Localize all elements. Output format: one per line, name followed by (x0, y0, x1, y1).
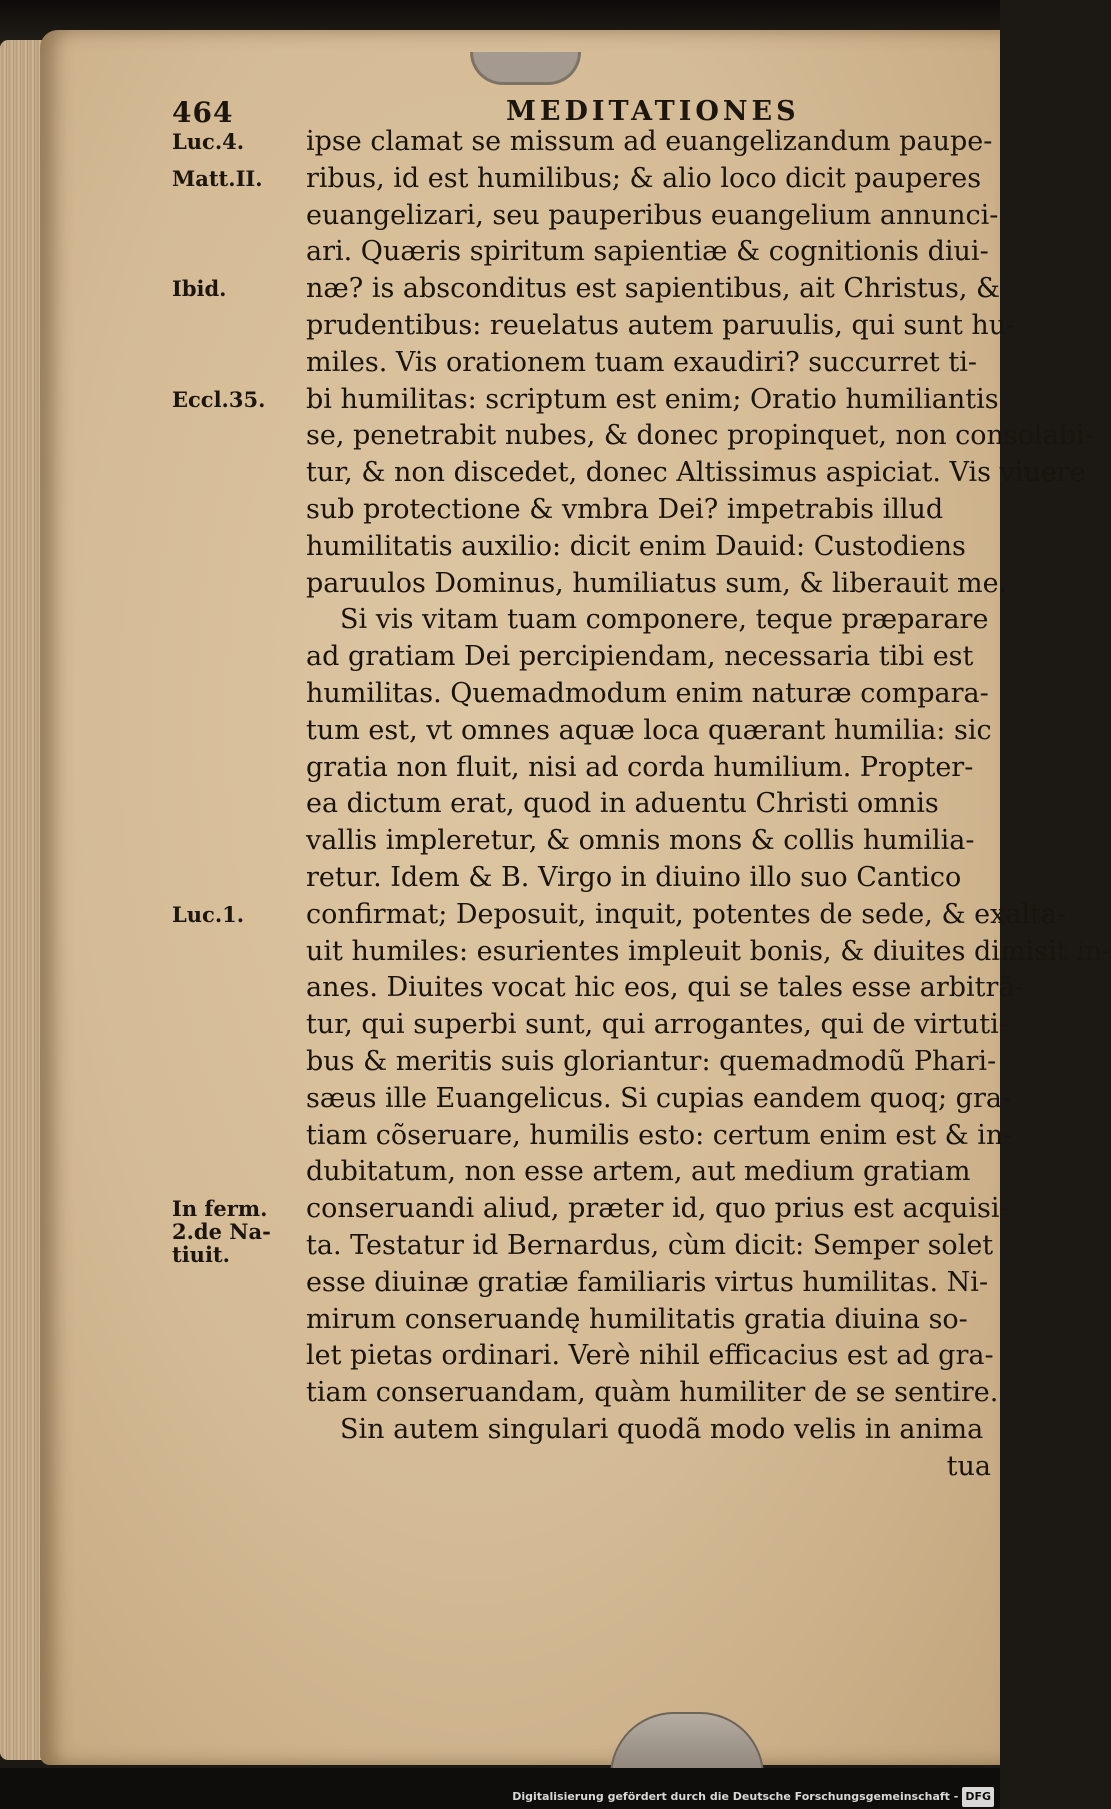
marginal-note: Eccl.35. (172, 386, 266, 412)
text-line: ipse clamat se missum ad euangelizandum paupe- (306, 126, 993, 157)
text-line: ad gratiam Dei percipiendam, necessaria tibi est (306, 641, 974, 673)
text-line: ta. Testatur id Bernardus, cùm dicit: Semper solet (306, 1229, 994, 1261)
text-line: tiam cõseruare, humilis esto: certum enim est & in- (306, 1119, 1013, 1151)
text-line: se, penetrabit nubes, & donec propinquet, non consolabi- (306, 420, 1094, 452)
text-line: uit humiles: esurientes impleuit bonis, & diuites dimisit in- (306, 935, 1111, 967)
text-line: confirmat; Deposuit, inquit, potentes de sede, & exalta- (306, 898, 1067, 930)
text-line: bi humilitas: scriptum est enim; Oratio humiliantis (306, 383, 999, 415)
text-line: ea dictum erat, quod in aduentu Christi omnis (306, 788, 939, 820)
marginal-note: Luc.1. (172, 901, 245, 927)
text-line: Sin autem singulari quodã modo velis in anima (340, 1413, 984, 1445)
text-line: Si vis vitam tuam componere, teque præparare (340, 604, 989, 636)
text-line: tiam conseruandam, quàm humiliter de se sentire. (306, 1377, 999, 1409)
text-line: anes. Diuites vocat hic eos, qui se tales esse arbitrã- (306, 972, 1024, 1004)
marginal-note: Matt.II. (172, 165, 263, 191)
digitization-credit (512, 1787, 994, 1807)
marginal-note: Ibid. (172, 276, 227, 302)
text-line: paruulos Dominus, humiliatus sum, & liberauit me. (306, 567, 1008, 599)
book-clamp-top (470, 52, 581, 85)
text-line: tua (946, 1450, 991, 1482)
text-line: ribus, id est humilibus; & alio loco dicit pauperes (306, 162, 982, 194)
text-line: conseruandi aliud, præter id, quo prius est acquisi- (306, 1193, 1009, 1225)
running-head: MEDITATIONES (506, 96, 800, 127)
text-line: let pietas ordinari. Verè nihil efficacius est ad gra- (306, 1340, 994, 1372)
text-line: tur, & non discedet, donec Altissimus aspiciat. Vis viuere (306, 457, 1086, 489)
text-line: dubitatum, non esse artem, aut medium gratiam (306, 1156, 971, 1188)
text-line: gratia non fluit, nisi ad corda humilium. Propter- (306, 751, 974, 783)
text-line: bus & meritis suis gloriantur: quemadmodũ Phari- (306, 1045, 997, 1077)
marginal-note: In ferm. 2.de Na-tiuit. (172, 1196, 271, 1268)
text-line: miles. Vis orationem tuam exaudiri? succurret ti- (306, 346, 977, 378)
text-line: mirum conseruandę humilitatis gratia diuina so- (306, 1303, 968, 1335)
body-text (306, 124, 1111, 1485)
text-line: sæus ille Euangelicus. Si cupias eandem quoq; gra- (306, 1082, 1012, 1114)
dfg-logo: DFG (962, 1787, 994, 1807)
text-line: ari. Quæris spiritum sapientiæ & cognitionis diui- (306, 236, 989, 268)
text-line: prudentibus: reuelatus autem paruulis, qui sunt hu- (306, 309, 1016, 341)
text-line: tur, qui superbi sunt, qui arrogantes, qui de virtuti- (306, 1009, 1008, 1041)
text-line: vallis impleretur, & omnis mons & collis humilia- (306, 825, 975, 857)
text-line: tum est, vt omnes aquæ loca quærant humilia: sic (306, 714, 992, 746)
page-number: 464 (172, 96, 234, 129)
text-line: humilitatis auxilio: dicit enim Dauid: Custodiens (306, 530, 966, 562)
text-line: næ? is absconditus est sapientibus, ait Christus, & (306, 273, 1001, 305)
marginal-note: Luc.4. (172, 129, 245, 154)
text-line: euangelizari, seu pauperibus euangelium annunci- (306, 199, 999, 231)
text-line: esse diuinæ gratiæ familiaris virtus humilitas. Ni- (306, 1266, 989, 1298)
text-line: sub protectione & vmbra Dei? impetrabis illud (306, 493, 944, 525)
text-line: retur. Idem & B. Virgo in diuino illo suo Cantico (306, 861, 962, 893)
text-line: humilitas. Quemadmodum enim naturæ compara- (306, 677, 989, 709)
credit-text: Digitalisierung gefördert durch die Deutsche Forschungsgemeinschaft - (512, 1790, 959, 1803)
